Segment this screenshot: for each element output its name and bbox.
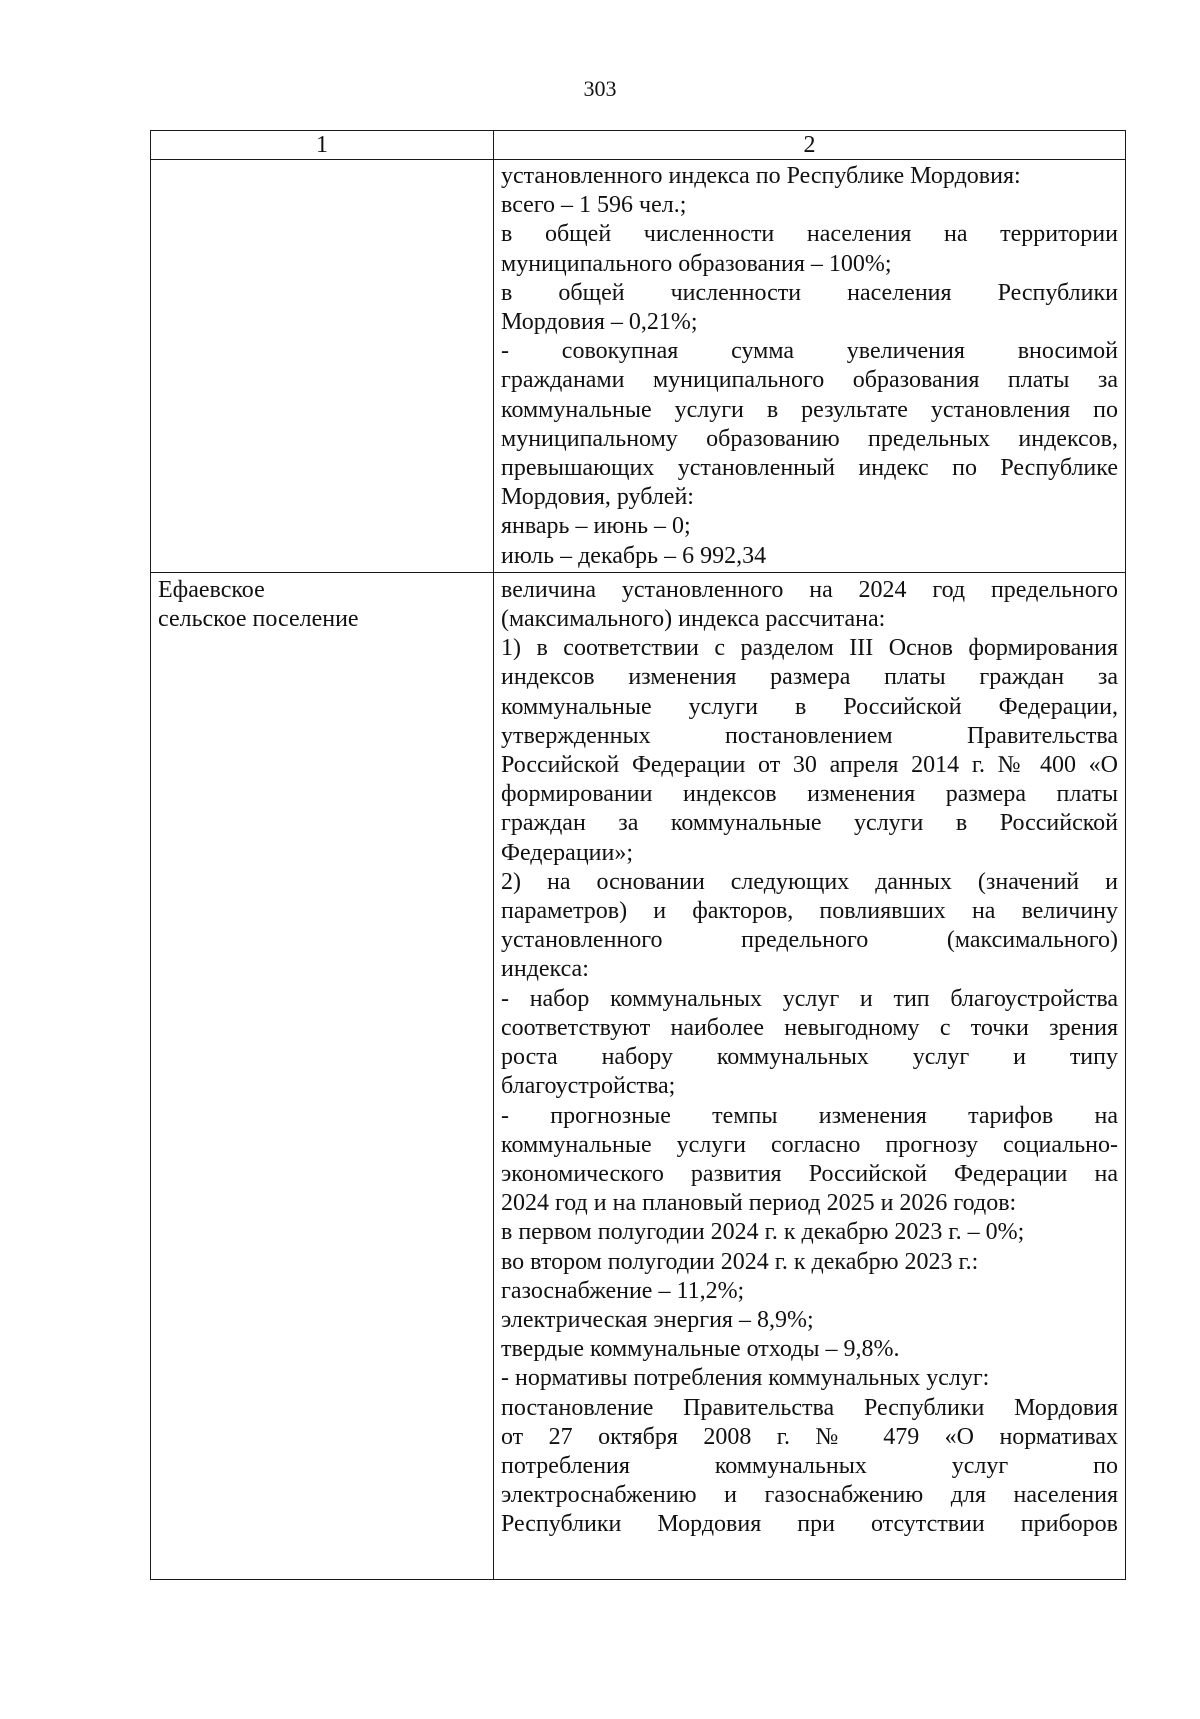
text-line: величина установленного на 2024 год предельного xyxy=(501,576,1118,603)
text-line: утвержденных постановлением Правительства xyxy=(501,722,1118,749)
text-line: 1) в соответствии с разделом III Основ формирования xyxy=(501,635,1118,662)
text-line: твердые коммунальные отходы – 9,8%. xyxy=(501,1336,900,1363)
page-number: 303 xyxy=(583,76,617,101)
text-line: Республики Мордовия при отсутствии приборов xyxy=(501,1511,1118,1538)
table-row xyxy=(151,160,1126,573)
text-line: - совокупная сумма увеличения вносимой xyxy=(501,338,1118,365)
text-line: гражданами муниципального образования платы за xyxy=(501,367,1118,394)
text-line: потребления коммунальных услуг по xyxy=(501,1452,1118,1479)
table-row xyxy=(151,572,1126,1579)
text-line: коммунальные услуги в Российской Федерации, xyxy=(501,693,1118,720)
text-line: электроснабжению и газоснабжению для населения xyxy=(501,1482,1118,1509)
text-line: установленного предельного (максимального) xyxy=(501,927,1118,954)
text-line: в общей численности населения Республики xyxy=(501,279,1118,306)
text-line: постановление Правительства Республики Мордовия xyxy=(501,1394,1118,1421)
text-line: январь – июнь – 0; xyxy=(501,513,691,540)
municipality-cell xyxy=(151,572,494,1579)
text-line: 2) на основании следующих данных (значений и xyxy=(501,868,1118,895)
text-line: граждан за коммунальные услуги в Российской xyxy=(501,810,1118,837)
text-line: в первом полугодии 2024 г. к декабрю 2023 г. – 0%; xyxy=(501,1219,1025,1246)
description-cell xyxy=(494,572,1126,1579)
text-line: коммунальные услуги в результате установления по xyxy=(501,396,1118,423)
municipality-type-line: сельское поселение xyxy=(158,606,359,633)
text-line: всего – 1 596 чел.; xyxy=(501,192,687,219)
municipality-name-line: Ефаевское xyxy=(158,576,265,603)
text-line: Российской Федерации от 30 апреля 2014 г. № 400 «О xyxy=(501,752,1118,779)
text-line: Мордовия – 0,21%; xyxy=(501,309,698,336)
text-line: - набор коммунальных услуг и тип благоустройства xyxy=(501,985,1118,1012)
text-line: экономического развития Российской Федерации на xyxy=(501,1160,1118,1187)
text-line: муниципального образования – 100%; xyxy=(501,250,892,277)
text-line: - нормативы потребления коммунальных услуг: xyxy=(501,1365,990,1392)
text-line: (максимального) индекса рассчитана: xyxy=(501,606,886,633)
text-line: электрическая энергия – 8,9%; xyxy=(501,1306,814,1333)
text-line: превышающих установленный индекс по Республике xyxy=(501,455,1118,482)
text-line: индексов изменения размера платы граждан за xyxy=(501,664,1118,691)
page-bottom-margin xyxy=(150,1613,1125,1719)
text-line: установленного индекса по Республике Мордовия: xyxy=(501,163,1021,189)
text-line: муниципальному образованию предельных индексов, xyxy=(501,425,1118,452)
text-line: июль – декабрь – 6 992,34 xyxy=(501,542,767,569)
text-line: Федерации»; xyxy=(501,839,634,866)
column-header-1: 1 xyxy=(151,131,494,160)
text-line: параметров) и факторов, повлиявших на величину xyxy=(501,898,1118,925)
text-line: роста набору коммунальных услуг и типу xyxy=(501,1044,1118,1071)
text-line: газоснабжение – 11,2%; xyxy=(501,1277,745,1304)
text-line: 2024 год и на плановый период 2025 и 2026 годов: xyxy=(501,1190,1017,1217)
text-line: во втором полугодии 2024 г. к декабрю 2023 г.: xyxy=(501,1248,979,1275)
column-header-2: 2 xyxy=(494,131,1126,160)
text-line: благоустройства; xyxy=(501,1073,676,1100)
text-line: соответствуют наиболее невыгодному с точки зрения xyxy=(501,1014,1118,1041)
description-cell xyxy=(494,160,1126,573)
text-line: коммунальные услуги согласно прогнозу социально- xyxy=(501,1131,1118,1158)
table-header-row xyxy=(151,131,1126,160)
regional-index-table xyxy=(150,130,1126,1580)
text-line: Мордовия, рублей: xyxy=(501,484,694,511)
municipality-cell xyxy=(151,160,494,573)
text-line: в общей численности населения на территории xyxy=(501,221,1118,248)
text-line: формировании индексов изменения размера платы xyxy=(501,781,1118,808)
text-line: от 27 октября 2008 г. № 479 «О нормативах xyxy=(501,1423,1118,1450)
text-line: - прогнозные темпы изменения тарифов на xyxy=(501,1102,1118,1129)
text-line: индекса: xyxy=(501,956,589,983)
